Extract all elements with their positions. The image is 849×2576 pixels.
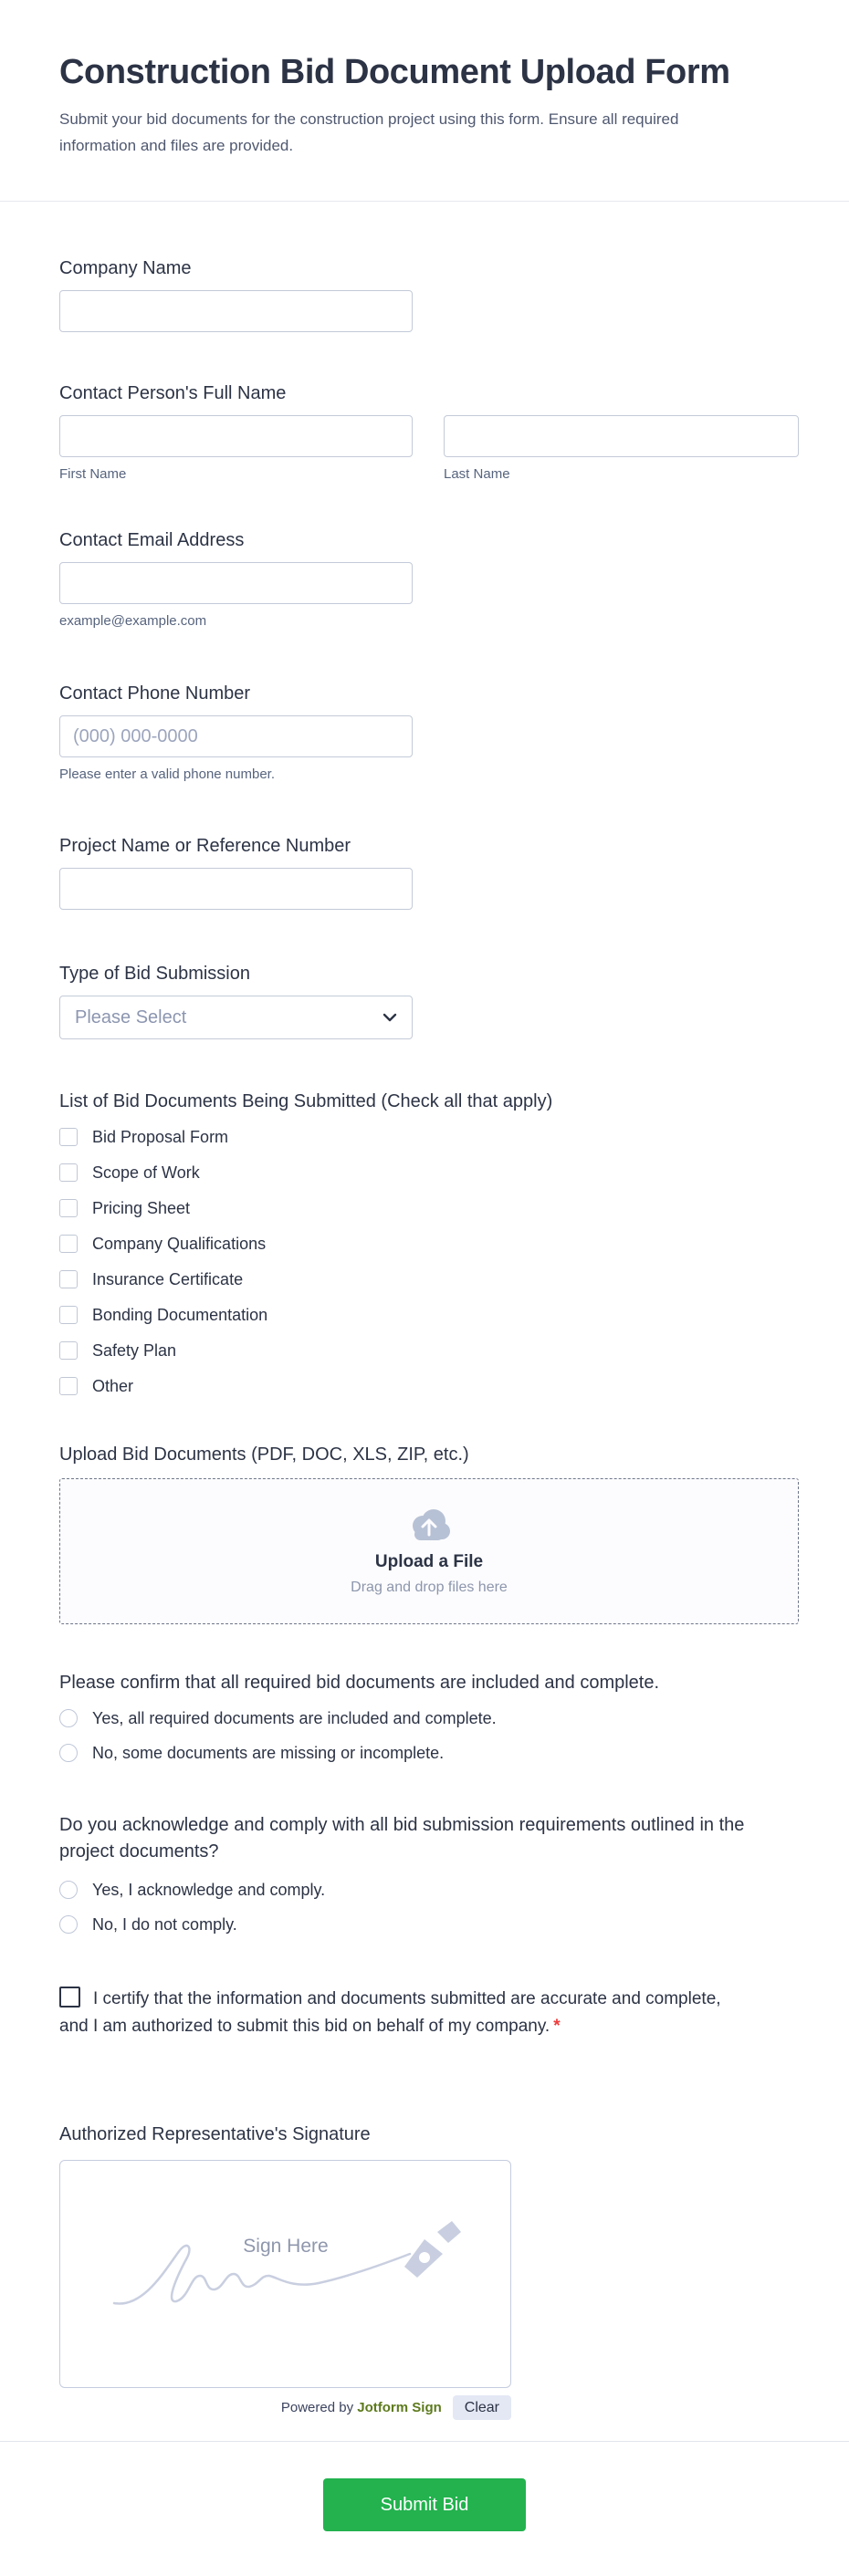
- field-bid-type: [59, 964, 799, 1039]
- company-name-input[interactable]: [59, 290, 413, 332]
- last-name-col: [444, 415, 799, 482]
- checkbox-row-insurance-certificate[interactable]: [59, 1267, 799, 1291]
- field-upload: [59, 1444, 799, 1624]
- last-name-input[interactable]: [444, 415, 799, 457]
- acknowledge-label: Do you acknowledge and comply with all bid submission requirements outlined in the project documents?: [59, 1815, 745, 1862]
- field-company-name: [59, 258, 799, 332]
- first-name-col: [59, 415, 413, 482]
- field-project: [59, 836, 799, 910]
- radio-row-confirm-yes[interactable]: [59, 1706, 799, 1730]
- last-name-sublabel: Last Name: [444, 466, 510, 482]
- contact-name-label: Contact Person's Full Name: [59, 383, 287, 403]
- sign-here-placeholder: [103, 2219, 468, 2329]
- sign-here-text: Sign Here: [242, 2236, 329, 2257]
- phone-label: Contact Phone Number: [59, 683, 251, 704]
- page-title: Construction Bid Document Upload Form: [59, 53, 730, 91]
- radio-icon[interactable]: [59, 1915, 78, 1934]
- checkbox-label: Bonding Documentation: [92, 1305, 268, 1324]
- submit-bid-button[interactable]: Submit Bid: [323, 2478, 526, 2531]
- field-email: [59, 530, 799, 629]
- radio-icon[interactable]: [59, 1744, 78, 1762]
- field-phone: [59, 683, 799, 782]
- checkbox-icon[interactable]: [59, 1128, 78, 1146]
- bid-type-select[interactable]: [59, 996, 413, 1039]
- form-header: [0, 0, 849, 202]
- upload-label: Upload Bid Documents (PDF, DOC, XLS, ZIP, etc.): [59, 1444, 469, 1465]
- page-subtitle: Submit your bid documents for the construction project using this form. Ensure all required information and files are provided.: [59, 110, 679, 154]
- file-dropzone[interactable]: [59, 1478, 799, 1624]
- field-contact-name: [59, 383, 799, 482]
- checkbox-label: Pricing Sheet: [92, 1198, 191, 1217]
- phone-sublabel: Please enter a valid phone number.: [59, 767, 275, 782]
- checkbox-icon[interactable]: [59, 1341, 78, 1360]
- email-label: Contact Email Address: [59, 530, 245, 550]
- documents-label: List of Bid Documents Being Submitted (Check all that apply): [59, 1091, 553, 1111]
- checkbox-label: Other: [92, 1376, 134, 1395]
- first-name-input[interactable]: [59, 415, 413, 457]
- form-body: [0, 202, 849, 2420]
- radio-row-confirm-no[interactable]: [59, 1741, 799, 1765]
- checkbox-icon[interactable]: [59, 1235, 78, 1253]
- project-label: Project Name or Reference Number: [59, 836, 351, 856]
- checkbox-row-pricing-sheet[interactable]: [59, 1196, 799, 1220]
- signature-label: Authorized Representative's Signature: [59, 2124, 371, 2144]
- checkbox-row-safety-plan[interactable]: [59, 1339, 799, 1362]
- checkbox-row-bid-proposal-form[interactable]: [59, 1125, 799, 1149]
- first-name-sublabel: First Name: [59, 466, 127, 482]
- confirm-label: Please confirm that all required bid documents are included and complete.: [59, 1673, 660, 1693]
- clear-signature-button[interactable]: Clear: [453, 2395, 511, 2420]
- certify-label: I certify that the information and documents submitted are accurate and complete, and I am authorized to submit this bid on behalf of my company.: [59, 1989, 721, 2036]
- checkbox-label: Insurance Certificate: [92, 1269, 244, 1288]
- cloud-upload-icon: [406, 1507, 452, 1541]
- checkbox-row-scope-of-work[interactable]: [59, 1161, 799, 1184]
- required-asterisk: *: [553, 2017, 561, 2036]
- radio-label: No, some documents are missing or incomplete.: [92, 1743, 445, 1762]
- field-confirm-complete: [59, 1673, 799, 1765]
- radio-label: Yes, I acknowledge and comply.: [92, 1880, 326, 1899]
- upload-subtitle: Drag and drop files here: [351, 1579, 508, 1595]
- checkbox-label: Company Qualifications: [92, 1234, 267, 1253]
- radio-label: Yes, all required documents are included and complete.: [92, 1708, 497, 1727]
- jotform-sign-brand: Jotform Sign: [357, 2400, 442, 2415]
- checkbox-icon[interactable]: [59, 1306, 78, 1324]
- chevron-down-icon: [383, 1013, 397, 1022]
- submit-section: [0, 2442, 849, 2576]
- checkbox-icon[interactable]: [59, 1163, 78, 1182]
- phone-input[interactable]: [59, 715, 413, 757]
- radio-icon[interactable]: [59, 1709, 78, 1727]
- checkbox-label: Safety Plan: [92, 1340, 177, 1360]
- field-signature: [59, 2124, 799, 2420]
- field-documents: [59, 1091, 799, 1398]
- checkbox-icon[interactable]: [59, 1377, 78, 1395]
- field-certify: [59, 1986, 742, 2040]
- radio-row-acknowledge-yes[interactable]: [59, 1878, 799, 1902]
- field-acknowledge: [59, 1812, 799, 1936]
- radio-row-acknowledge-no[interactable]: [59, 1913, 799, 1936]
- company-name-label: Company Name: [59, 258, 192, 278]
- bid-type-label: Type of Bid Submission: [59, 964, 250, 984]
- email-sublabel: example@example.com: [59, 613, 207, 629]
- checkbox-label: Scope of Work: [92, 1163, 200, 1182]
- radio-icon[interactable]: [59, 1881, 78, 1899]
- checkbox-row-other[interactable]: [59, 1374, 799, 1398]
- radio-label: No, I do not comply.: [92, 1914, 237, 1934]
- signature-pad[interactable]: [59, 2160, 511, 2388]
- upload-title: Upload a File: [374, 1551, 484, 1571]
- pen-nib-icon: [404, 2221, 461, 2278]
- powered-by-text: Powered by Jotform Sign: [280, 2400, 442, 2415]
- checkbox-row-bonding-documentation[interactable]: [59, 1303, 799, 1327]
- checkbox-row-company-qualifications[interactable]: [59, 1232, 799, 1256]
- checkbox-icon[interactable]: [59, 1199, 78, 1217]
- signature-footer: [59, 2395, 511, 2420]
- email-input[interactable]: [59, 562, 413, 604]
- bid-type-selected-value: Please Select: [75, 1006, 187, 1027]
- checkbox-label: Bid Proposal Form: [92, 1127, 229, 1146]
- project-input[interactable]: [59, 868, 413, 910]
- certify-checkbox[interactable]: [59, 1987, 80, 2008]
- checkbox-icon[interactable]: [59, 1270, 78, 1288]
